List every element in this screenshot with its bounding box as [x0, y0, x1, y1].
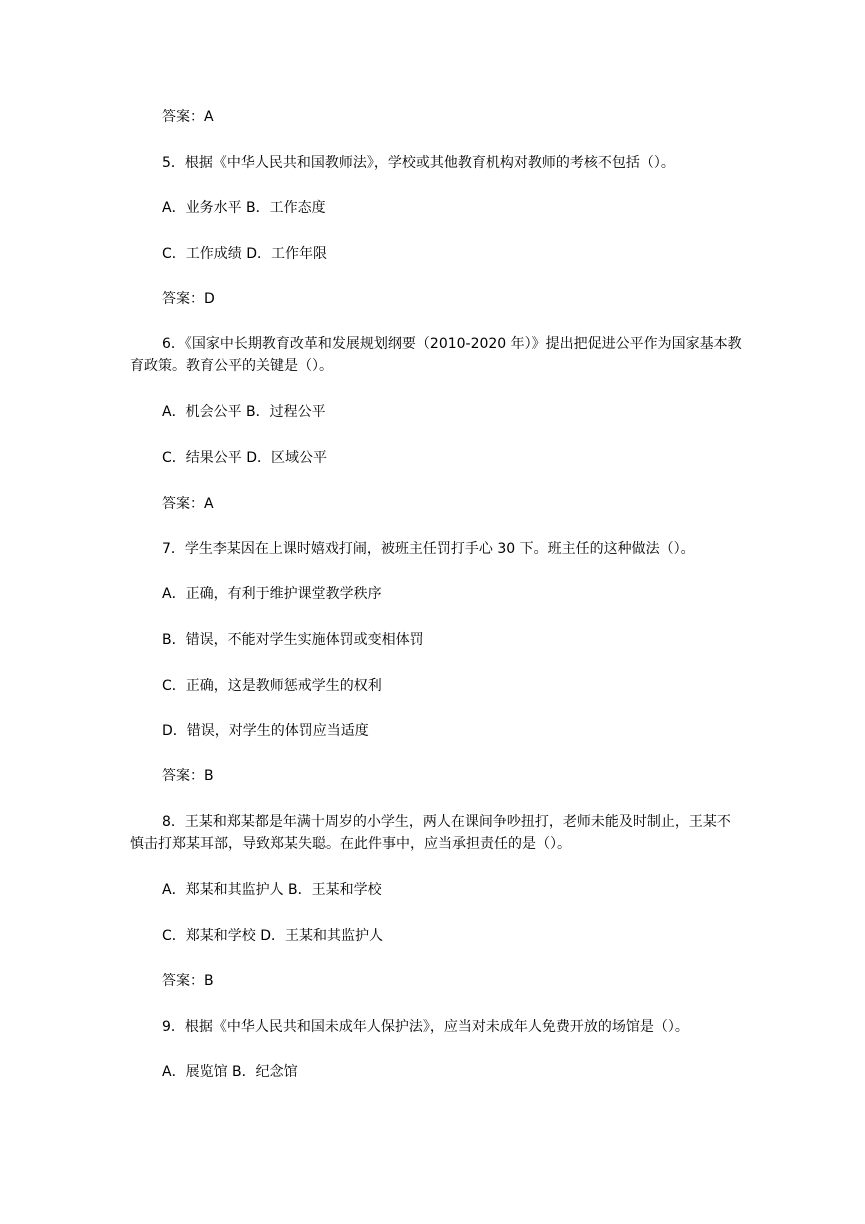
- question-5-options-ab: A．业务水平 B．工作态度: [162, 200, 326, 216]
- question-8-answer: 答案：B: [162, 973, 214, 989]
- question-7-stem: 7．学生李某因在上课时嬉戏打闹，被班主任罚打手心 30 下。班主任的这种做法（）。: [162, 541, 695, 557]
- question-7-option-d: D．错误，对学生的体罚应当适度: [162, 723, 369, 739]
- question-9-options-ab: A．展览馆 B．纪念馆: [162, 1064, 298, 1080]
- question-9-stem: 9．根据《中华人民共和国未成年人保护法》，应当对未成年人免费开放的场馆是（）。: [162, 1019, 689, 1035]
- question-6-stem: 6．《国家中长期教育改革和发展规划纲要（2010-2020 年）》提出把促进公平作为国家基本教育政策。教育公平的关键是（）。: [130, 336, 742, 374]
- question-6-answer: 答案：A: [162, 496, 214, 512]
- question-5-stem: 5．根据《中华人民共和国教师法》，学校或其他教育机构对教师的考核不包括（）。: [162, 155, 675, 171]
- answer-4: 答案：A: [162, 109, 214, 125]
- question-6-options-ab: A．机会公平 B．过程公平: [162, 404, 326, 420]
- question-5-options-cd: C．工作成绩 D．工作年限: [162, 246, 328, 262]
- question-7-answer: 答案：B: [162, 768, 214, 784]
- question-7-option-c: C．正确，这是教师惩戒学生的权利: [162, 678, 382, 694]
- question-7-option-a: A．正确，有利于维护课堂教学秩序: [162, 586, 382, 602]
- question-5-answer: 答案：D: [162, 291, 215, 307]
- question-8-stem: 8．王某和郑某都是年满十周岁的小学生，两人在课间争吵扭打，老师未能及时制止，王某不慎击打郑某耳部，导致郑某失聪。在此件事中，应当承担责任的是（）。: [130, 814, 731, 852]
- question-8-options-cd: C．郑某和学校 D．王某和其监护人: [162, 928, 384, 944]
- question-7-option-b: B．错误，不能对学生实施体罚或变相体罚: [162, 632, 424, 648]
- question-8-options-ab: A．郑某和其监护人 B．王某和学校: [162, 882, 382, 898]
- question-6-options-cd: C．结果公平 D．区域公平: [162, 450, 328, 466]
